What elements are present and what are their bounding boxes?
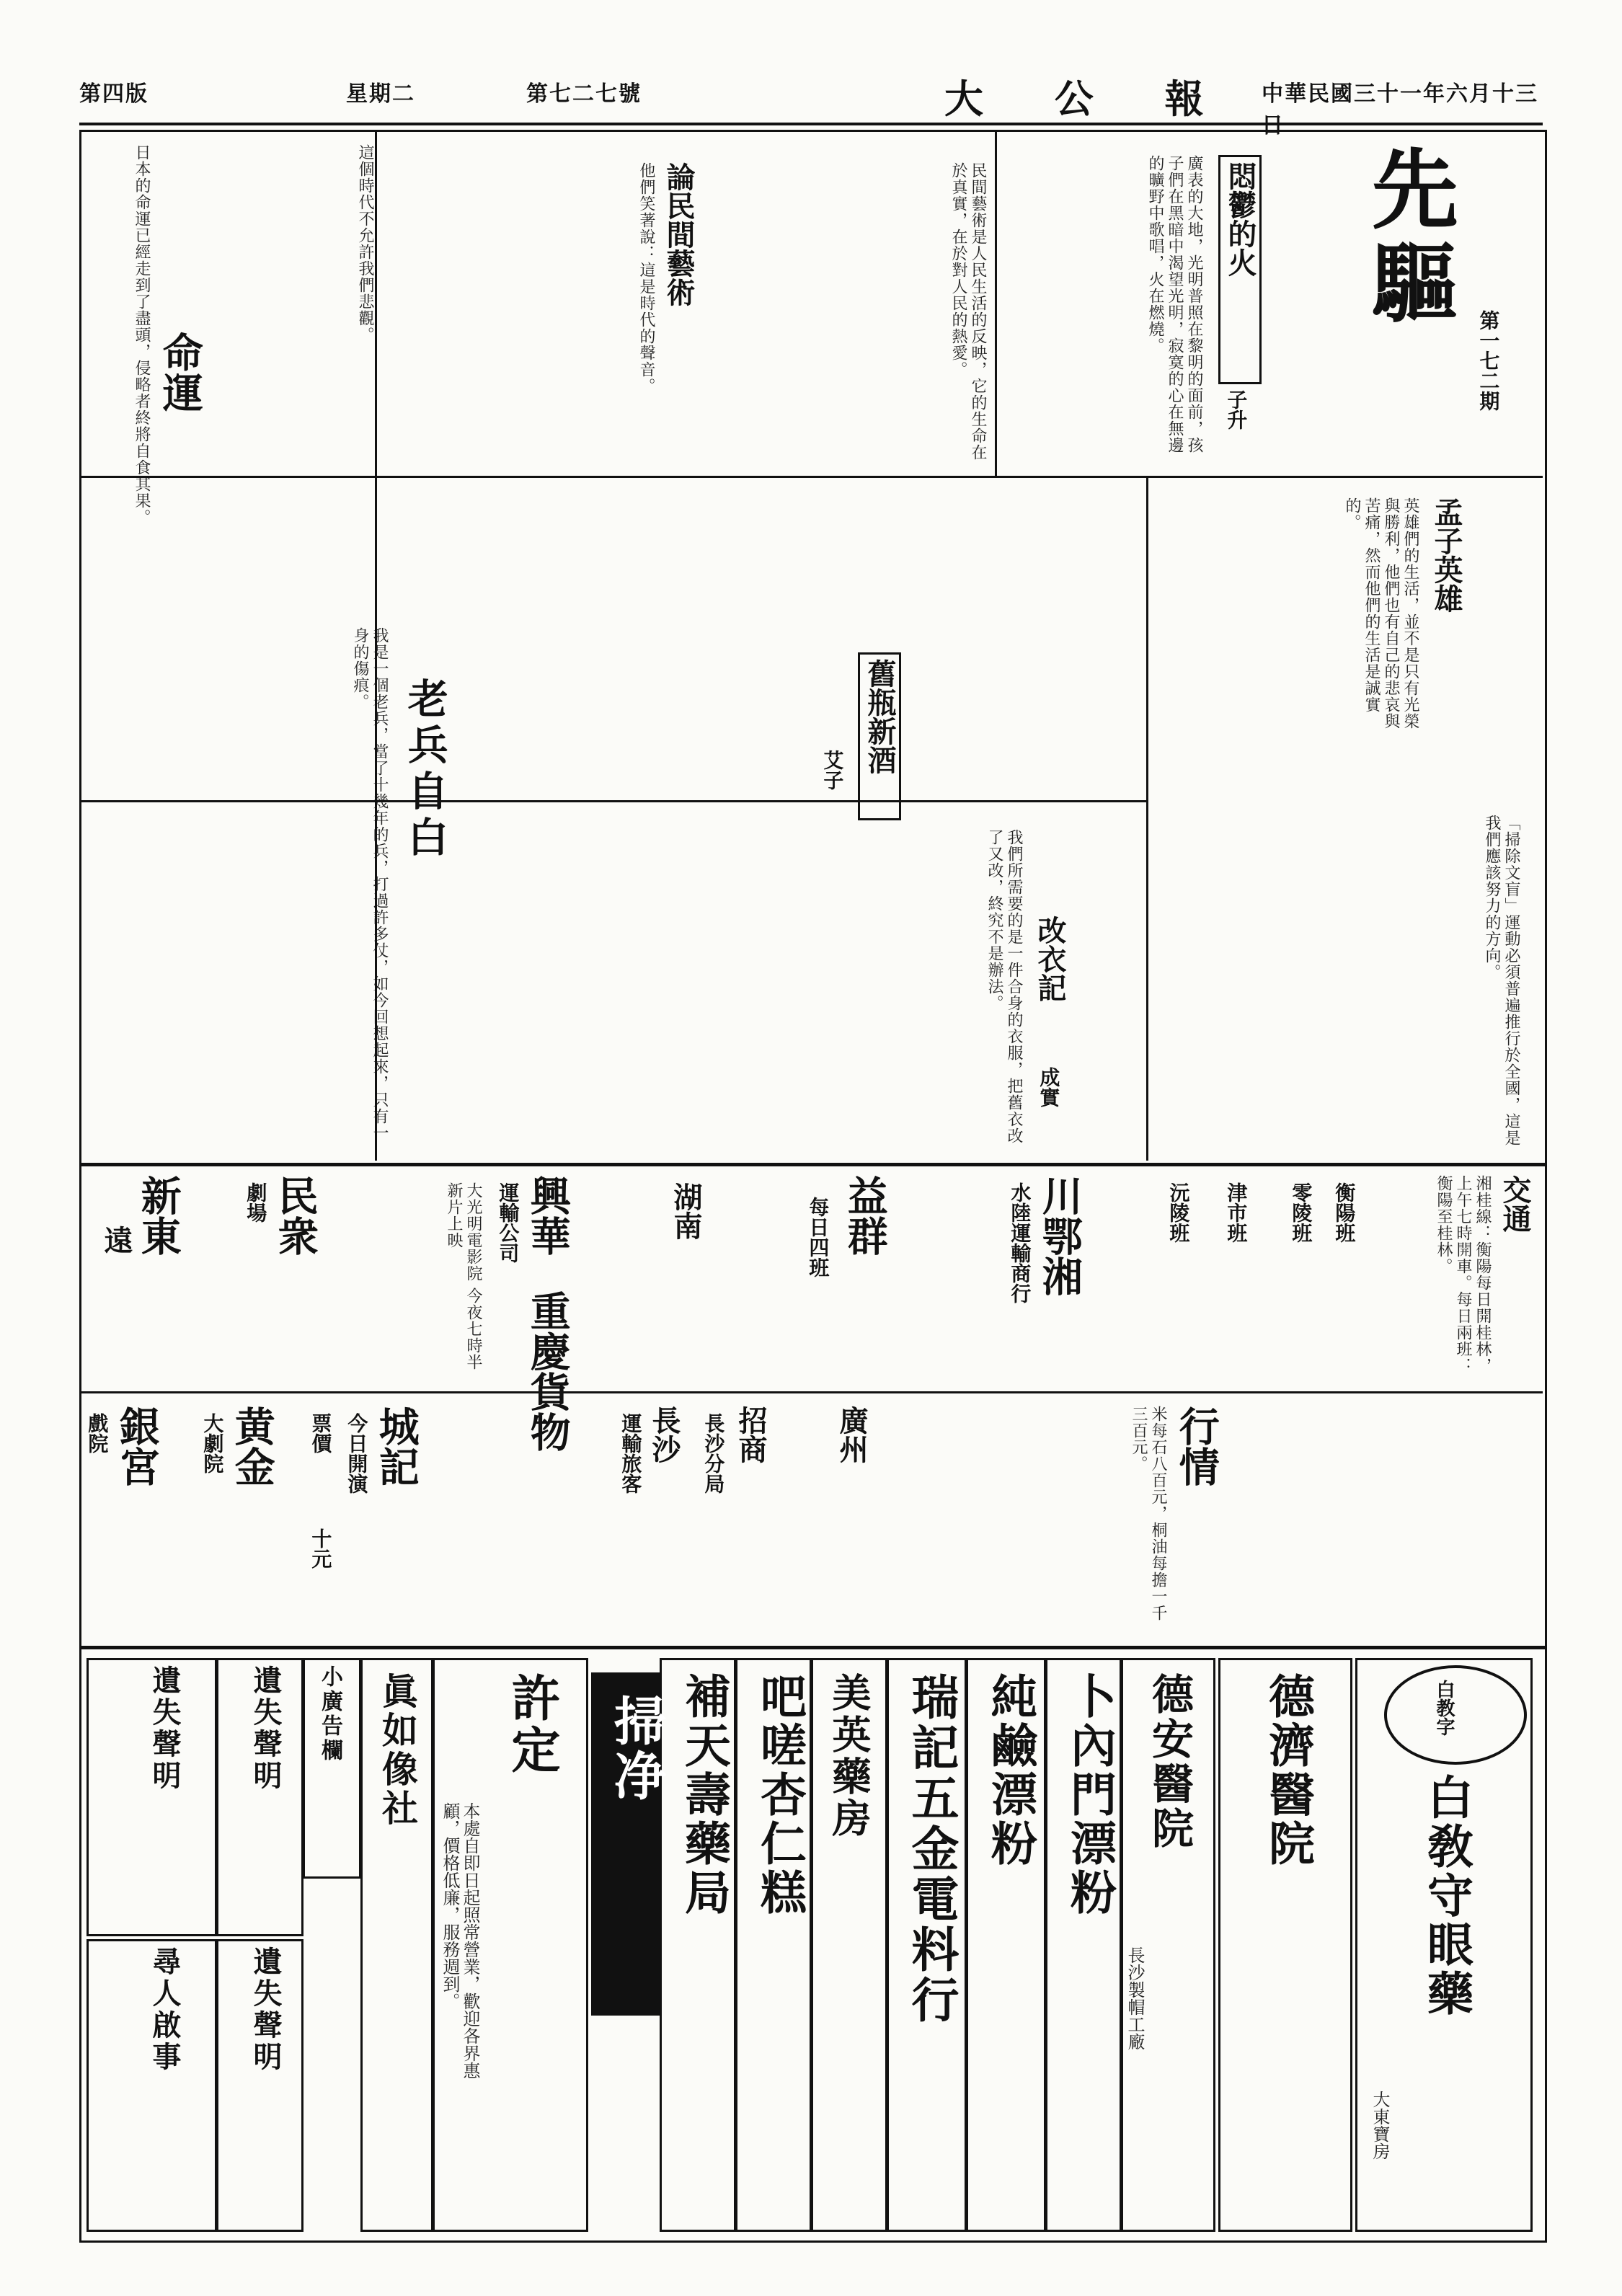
- chuan-e-xiang-title: 川鄂湘: [1035, 1175, 1083, 1296]
- missing-person-notice: 尋人啟事: [148, 1946, 182, 2073]
- yi-qun-title: 益群: [841, 1175, 889, 1256]
- market-text: 米每石八百元，桐油每擔一千三百元。: [1130, 1406, 1167, 1621]
- hengyang-route: 衡陽班: [1332, 1182, 1357, 1243]
- lingling-route: 零陵班: [1289, 1182, 1313, 1243]
- yin-gong-sub: 戲院: [85, 1413, 110, 1453]
- newspaper-title: 大 公 報: [944, 76, 1233, 122]
- cheng-ji-title: 城記: [372, 1406, 420, 1486]
- baijiao-brand: 白教字: [1433, 1680, 1455, 1736]
- hunan-title: 湖南: [669, 1182, 703, 1240]
- dress-article-title: 改衣記: [1033, 916, 1067, 1002]
- lead-article-text: 廣表的大地，光明普照在黎明的面前，孩子們在黑暗中渴望光明，寂寞的心在無邊的曠野中歌唱，火在燃燒。: [1146, 155, 1203, 453]
- weekday: 星期二: [346, 81, 415, 107]
- supplement-title: 先驅: [1357, 144, 1459, 332]
- dress-article-text: 我們所需要的是一件合身的衣服，把舊衣改了又改，終究不是辦法。: [985, 829, 1023, 1144]
- changsha-sub: 運輸旅客: [619, 1413, 643, 1494]
- baijiao-sub: 大東寶房: [1370, 2091, 1390, 2160]
- ticket-price-label: 票價: [309, 1413, 333, 1453]
- zhao-shang-sub: 長沙分局: [701, 1413, 726, 1494]
- masthead: [79, 68, 1543, 138]
- butian-title: 補天壽藥局: [677, 1672, 731, 1918]
- vignette-author: 艾子: [820, 750, 845, 790]
- yi-qun-schedule: 每日四班: [806, 1197, 830, 1277]
- divider: [79, 476, 1543, 478]
- art-article-title: 論民間藝術: [662, 162, 696, 306]
- dress-article-author: 成實: [1037, 1067, 1061, 1107]
- zhao-shang-title: 招商: [734, 1406, 768, 1463]
- art-article-text: 民間藝術是人民生活的反映，它的生命在於真實，在於對人民的熱愛。: [949, 162, 987, 461]
- ticket-price-value: 十元: [309, 1528, 333, 1569]
- chongqing-goods: 重慶貨物: [523, 1290, 572, 1452]
- divider: [79, 1391, 1543, 1393]
- baijiao-title: 白敎守眼藥: [1419, 1773, 1473, 2018]
- yuan-dong-title: 遠: [99, 1225, 133, 1254]
- chuan-e-xiang-sub: 水陸運輸商行: [1008, 1182, 1032, 1303]
- page-number: 第四版: [79, 81, 149, 107]
- huang-jin-title: 黄金: [228, 1406, 276, 1486]
- cheng-ji-sub: 今日開演: [345, 1413, 369, 1494]
- vignette-title: 舊瓶新酒: [858, 652, 901, 820]
- old-soldier-title: 老兵自白: [401, 678, 449, 862]
- ruiji-title: 瑞記五金電料行: [903, 1672, 960, 2026]
- issue-number: 第七二七號: [526, 81, 642, 107]
- lost-notice-1: 遺失聲明: [249, 1665, 283, 1792]
- supplement-issue-note: 第一七二期: [1476, 310, 1501, 411]
- guangzhou-title: 廣州: [835, 1406, 869, 1463]
- minzhong-title: 民衆: [271, 1175, 319, 1256]
- lead-article-title: 悶鬱的火: [1218, 155, 1262, 384]
- dean-title: 德安醫院: [1145, 1672, 1194, 1851]
- market-title: 行情: [1172, 1406, 1220, 1486]
- zhen-ru-title: 眞如像社: [376, 1672, 419, 1828]
- chunjian-title: 純鹼漂粉: [983, 1672, 1037, 1869]
- minzhong-sub: 劇場: [244, 1182, 268, 1223]
- divider: [1146, 476, 1148, 1161]
- divider: [79, 800, 1146, 802]
- saojing-title: 掃净: [606, 1694, 667, 1804]
- xu-ding-title: 許定: [503, 1672, 561, 1776]
- xu-ding-text: 本處自即日起照常營業，歡迎各界惠顧，價格低廉，服務週到。: [440, 1802, 480, 2079]
- essay-title: 孟子英雄: [1430, 497, 1463, 613]
- yuanling-route: 沅陵班: [1166, 1182, 1191, 1243]
- left-strip-text: 日本的命運已經走到了盡頭，侵略者終將自食其果。: [133, 144, 151, 526]
- xing-hua-title: 興華: [523, 1175, 572, 1256]
- divider: [995, 130, 997, 476]
- commentary-text: 他們笑著說：這是時代的聲音。: [637, 162, 655, 394]
- bai-tang-title: 吧嗟杏仁糕: [753, 1672, 807, 1918]
- transport-title: 交通: [1498, 1175, 1532, 1233]
- jinshi-route: 津市班: [1224, 1182, 1249, 1243]
- movies-text: 大光明電影院 今夜七時半 新片上映: [445, 1182, 482, 1370]
- old-soldier-text: 我是一個老兵，當了十幾年的兵，打過許多仗，如今回想起來，只有一身的傷痕。: [351, 627, 389, 1141]
- huang-jin-sub: 大劇院: [200, 1413, 225, 1473]
- xin-dong-title: 新東: [134, 1175, 182, 1256]
- yin-gong-title: 銀宮: [112, 1406, 161, 1486]
- transport-text: 湘桂線：衡陽每日開桂林，上午七時開車。每日兩班：衡陽至桂林。: [1435, 1175, 1492, 1374]
- left-strip-text-2: 這個時代不允許我們悲觀。: [356, 144, 374, 343]
- xiao-guang-title: 小廣告欄: [317, 1665, 342, 1763]
- dean-sub: 長沙製帽工廠: [1125, 1946, 1145, 2050]
- changsha-title: 長沙: [647, 1406, 681, 1463]
- left-strip-title: 命運: [156, 332, 204, 412]
- lost-notice-3: 遺失聲明: [148, 1665, 182, 1792]
- lost-notice-2: 遺失聲明: [249, 1946, 283, 2073]
- meiying-title: 美英藥房: [826, 1672, 872, 1840]
- deji-title: 德濟醫院: [1261, 1672, 1315, 1869]
- publication-date: 中華民國三十一年六月十三日: [1262, 81, 1538, 138]
- lead-article-author: 子升: [1224, 389, 1249, 430]
- notice-text: 「掃除文盲」運動必須普遍推行於全國，這是我們應該努力的方向。: [1483, 815, 1520, 1146]
- xing-hua-sub: 運輸公司: [496, 1182, 520, 1263]
- bu-neimen-title: 卜內門漂粉: [1063, 1672, 1117, 1918]
- essay-text: 英雄們的生活，並不是只有光榮與勝利，他們也有自己的悲哀與苦痛，然而他們的生活是誠實的。: [1343, 497, 1419, 730]
- divider: [375, 130, 377, 1161]
